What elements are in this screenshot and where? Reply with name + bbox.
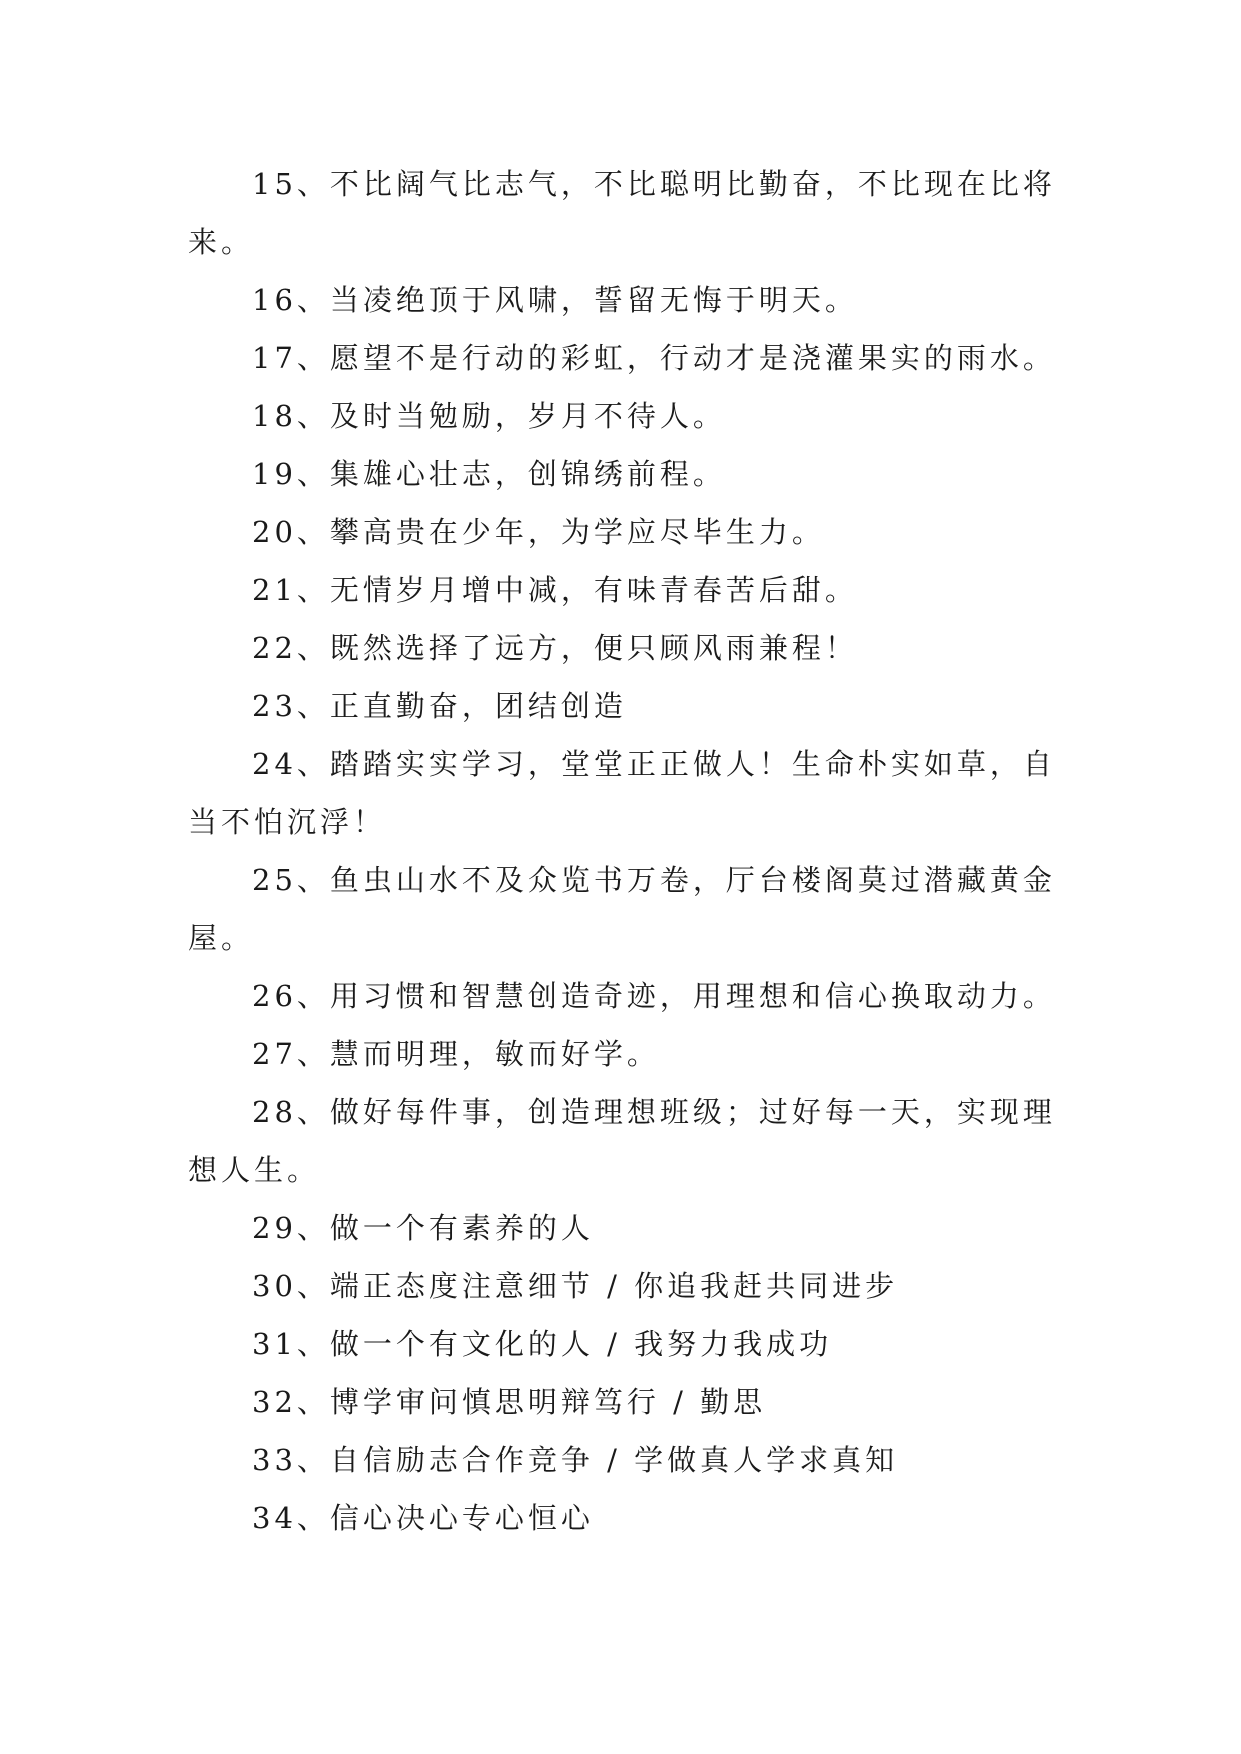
list-item: 15、不比阔气比志气，不比聪明比勤奋，不比现在比将来。 xyxy=(188,167,1056,259)
list-item: 19、集雄心壮志，创锦绣前程。 xyxy=(252,457,726,491)
list-item: 17、愿望不是行动的彩虹，行动才是浇灌果实的雨水。 xyxy=(252,341,1056,375)
list-item: 24、踏踏实实学习，堂堂正正做人！生命朴实如草，自当不怕沉浮！ xyxy=(188,747,1056,839)
list-item: 30、端正态度注意细节 / 你追我赶共同进步 xyxy=(252,1269,899,1303)
list-item: 16、当凌绝顶于风啸，誓留无悔于明天。 xyxy=(252,283,858,317)
list-item: 25、鱼虫山水不及众览书万卷，厅台楼阁莫过潜藏黄金屋。 xyxy=(188,863,1056,955)
list-item: 32、博学审问慎思明辩笃行 / 勤思 xyxy=(252,1385,767,1419)
list-item: 23、正直勤奋，团结创造 xyxy=(252,689,627,723)
list-item: 34、信心决心专心恒心 xyxy=(252,1501,594,1535)
list-item: 29、做一个有素养的人 xyxy=(252,1211,594,1245)
list-item: 22、既然选择了远方，便只顾风雨兼程！ xyxy=(252,631,858,665)
list-item: 28、做好每件事，创造理想班级；过好每一天，实现理想人生。 xyxy=(188,1095,1056,1187)
list-item: 33、自信励志合作竞争 / 学做真人学求真知 xyxy=(252,1443,899,1477)
list-item: 27、慧而明理，敏而好学。 xyxy=(252,1037,660,1071)
list-item: 31、做一个有文化的人 / 我努力我成功 xyxy=(252,1327,833,1361)
list-item: 18、及时当勉励，岁月不待人。 xyxy=(252,399,726,433)
list-item: 26、用习惯和智慧创造奇迹，用理想和信心换取动力。 xyxy=(252,979,1056,1013)
list-item: 20、攀高贵在少年，为学应尽毕生力。 xyxy=(252,515,825,549)
document-body xyxy=(188,155,1056,1547)
list-item: 21、无情岁月增中减，有味青春苦后甜。 xyxy=(252,573,858,607)
